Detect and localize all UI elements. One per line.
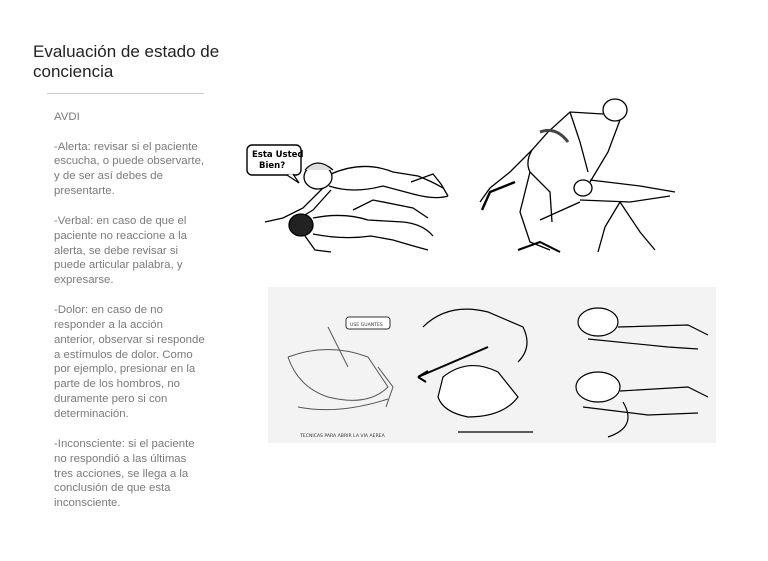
airway-panel-1 [288, 317, 393, 410]
airway-panel-3 [576, 308, 708, 437]
paragraph-verbal: -Verbal: en caso de que el paciente no reaccione a la alerta, se debe revisar si puede articular palabra, y expresarse. [54, 214, 187, 287]
paragraph-avdi: AVDI [54, 111, 80, 123]
title-divider [47, 93, 204, 94]
paragraph-alerta: -Alerta: revisar si el paciente escucha, o puede observarte, y de ser así debes de presentarte. [54, 140, 205, 198]
airway-techniques-drawing [268, 287, 716, 443]
slide-title: Evaluación de estado de conciencia [33, 42, 220, 81]
alert-check-drawing [243, 90, 475, 258]
patient-figure [289, 200, 433, 252]
illustration-airway-techniques [268, 287, 716, 443]
airway-panel-2 [418, 309, 533, 432]
airway-caption: TECNICAS PARA ABRIR LA VIA AEREA [300, 434, 385, 439]
speech-bubble-line2: Bien? [259, 161, 286, 171]
lying-patient [518, 180, 675, 252]
paragraph-dolor: -Dolor: en caso de no responder a la acción anterior, observar si responde a estímulos de dolor. Como por ejemplo, presionar en la parte de los hombros, no duramente pero si con determinación. [54, 303, 205, 421]
illustration-pain-stimulus [470, 92, 682, 260]
speech-bubble-line1: Esta Usted [252, 150, 304, 160]
body-text [54, 110, 206, 511]
paragraph-inconsciente: -Inconsciente: si el paciente no respondió a las últimas tres acciones, se llega a la conclusión de que esta inconsciente. [54, 437, 195, 510]
airway-label-gloves: USE GUANTES [350, 323, 383, 328]
illustration-alert-check [243, 90, 475, 258]
pain-stimulus-drawing [470, 92, 682, 260]
